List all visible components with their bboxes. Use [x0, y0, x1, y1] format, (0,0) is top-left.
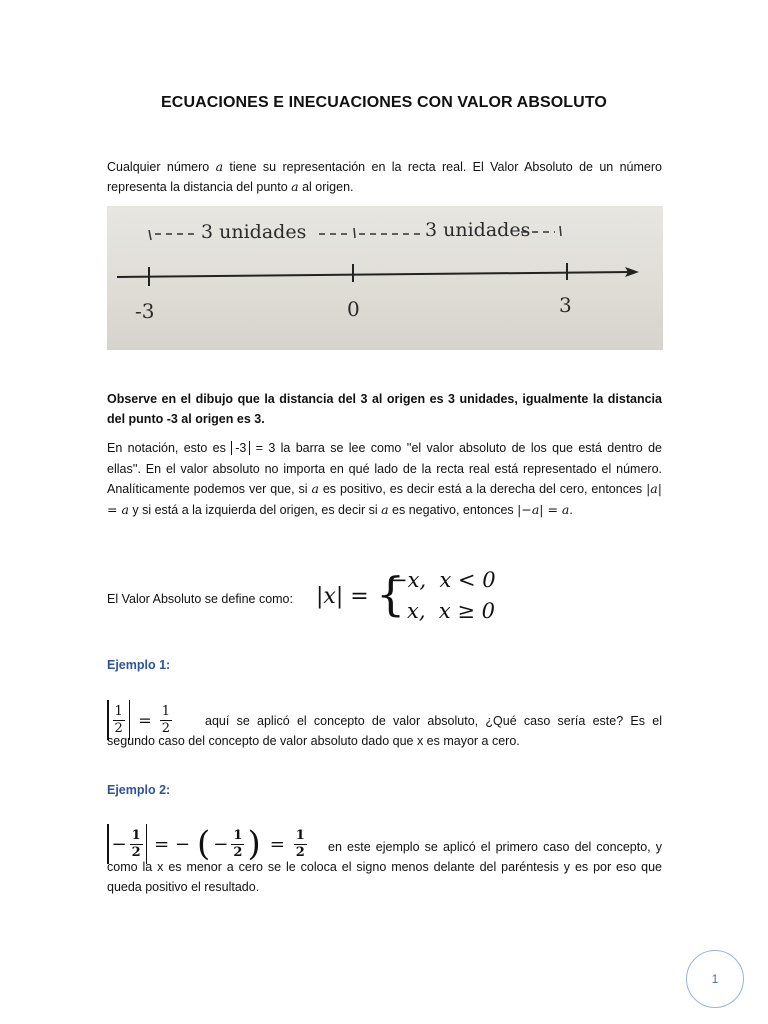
equals-sign: = [138, 710, 152, 730]
right-distance-label: 3 unidades [425, 219, 531, 241]
tick-label-minus-three: -3 [135, 299, 155, 323]
axis-line [117, 272, 631, 277]
page-number-badge: 1 [686, 950, 744, 1008]
definition-brace: { [376, 567, 406, 621]
intro-paragraph [107, 157, 662, 197]
notation-text-3: es positivo, es decir está a la derecha del cero, entonces [318, 482, 647, 496]
result-denominator: 2 [161, 720, 170, 736]
notation-text-4: y si está a la izquierda del origen, es decir si [128, 502, 382, 517]
inner-numerator: 1 [233, 827, 243, 843]
number-line-diagram [107, 206, 663, 350]
fraction-2-numerator: 1 [131, 827, 141, 843]
equals-sign-2: = [269, 833, 285, 855]
bracket-right-end [560, 226, 561, 236]
result-2-numerator: 1 [295, 827, 305, 843]
intro-text-2: tiene su representación en la recta real. El Valor Absoluto de un número representa la distancia del punto [107, 160, 662, 194]
example-2-text: en este ejemplo se aplicó el primero caso del concepto, y como la x es menor a cero se le coloca el signo menos delante del paréntesis y es por eso que queda positivo el resultado. [107, 840, 662, 894]
notation-text-6: . [569, 502, 573, 517]
paren-open: ( [197, 824, 211, 864]
example-2-heading: Ejemplo 2: [107, 783, 171, 797]
paren-close: ) [247, 824, 261, 864]
fraction-denominator: 2 [114, 720, 123, 736]
definition-case-1: −x, x < 0 [390, 568, 496, 592]
observe-paragraph: Observe en el dibujo que la distancia del 3 al origen es 3 unidades, igualmente la distancia del punto -3 al origen es 3. [107, 392, 662, 426]
example-1-heading: Ejemplo 1: [107, 658, 171, 672]
example-1-text: aquí se aplicó el concepto de valor absoluto, ¿Qué caso sería este? Es el segundo caso del concepto de valor absoluto dado que x es mayor a cero. [107, 714, 662, 748]
notation-var-a-2: a [381, 501, 389, 517]
intro-var-a-2: a [291, 179, 299, 194]
notation-math-1: |a| = a [107, 481, 662, 517]
tick-label-zero: 0 [347, 297, 360, 321]
bracket-middle [354, 228, 355, 238]
notation-text-2: = 3 la barra se lee como ''el valor absoluto de los que está dentro de ellas''. En el valor absoluto no importa en qué lado de la recta real está representado el número. Analíticamente podemos ver que, si [107, 441, 662, 496]
definition-lhs: |x| = [316, 584, 369, 609]
notation-paragraph [107, 438, 662, 520]
definition-label: El Valor Absoluto se define como: [107, 592, 293, 606]
page-title: ECUACIONES E INECUACIONES CON VALOR ABSOLUTO [161, 94, 607, 111]
notation-var-a: a [311, 481, 319, 496]
fraction-2-denominator: 2 [131, 844, 141, 860]
tick-label-three: 3 [559, 293, 572, 317]
notation-text-1: En notación, esto es [107, 441, 232, 455]
minus-sign: − [111, 833, 127, 855]
number-line-photo [107, 206, 663, 350]
notation-text-5: es negativo, entonces [388, 502, 518, 517]
abs-minus-three: -3 [231, 441, 250, 455]
result-numerator: 1 [161, 703, 170, 719]
intro-text-3: al origen. [298, 180, 354, 194]
fraction-numerator: 1 [114, 703, 123, 719]
inner-minus-sign: − [213, 833, 229, 855]
equals-minus: = − [154, 833, 191, 855]
intro-text-1: Cualquier número [107, 160, 216, 174]
bracket-left-start [149, 230, 151, 240]
left-distance-label: 3 unidades [201, 221, 307, 243]
notation-math-2: |−a| = a [517, 501, 570, 517]
definition-case-2: x, x ≥ 0 [407, 599, 496, 623]
intro-var-a: a [215, 159, 224, 174]
result-2-denominator: 2 [295, 844, 305, 860]
inner-denominator: 2 [233, 844, 243, 860]
